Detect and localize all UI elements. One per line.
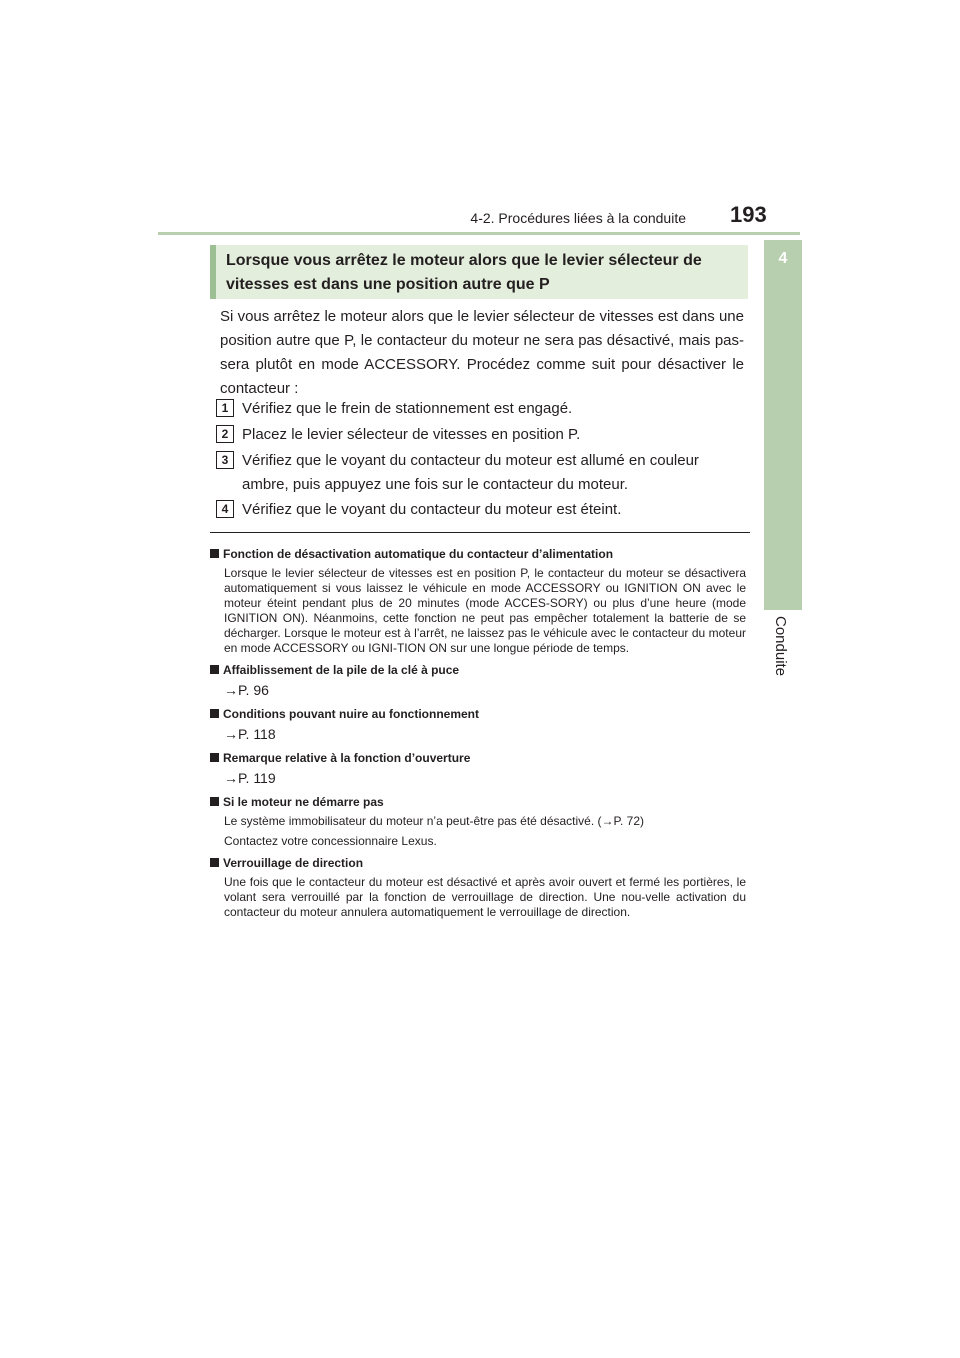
note-body: Lorsque le levier sélecteur de vitesses est en position P, le contacteur du moteur se désactivera automatiquement si vous laissez le véhicule en mode ACCESSORY ou IGNITION ON avec le moteur éteint pendant plus de 20 minutes (mode ACCES-SORY) ou plus d’une heure (mode IGNITION ON). Néanmoins, cette fonction ne peut pas empêcher totalement la batterie de se décharger. Lorsque le moteur est à l’arrêt, ne laissez pas le véhicule avec le contacteur du moteur en mode ACCESSORY ou IGNI-TION ON sur une longue période de temps. bbox=[224, 566, 746, 655]
step-number-badge: 2 bbox=[216, 425, 234, 443]
intro-paragraph: Si vous arrêtez le moteur alors que le levier sélecteur de vitesses est dans une position autre que P, le contacteur du moteur ne sera pas désactivé, mais pas-sera plutôt en mode ACCESSORY. Procédez comme suit pour désactiver le contacteur : bbox=[220, 308, 744, 397]
step-2 bbox=[216, 423, 746, 447]
section-title: 4-2. Procédures liées à la conduite bbox=[470, 210, 686, 226]
square-bullet-icon bbox=[210, 665, 219, 674]
square-bullet-icon bbox=[210, 797, 219, 806]
step-text: Vérifiez que le frein de stationnement est engagé. bbox=[242, 400, 573, 417]
note-opening-function bbox=[210, 749, 746, 789]
note-conditions bbox=[210, 705, 746, 745]
square-bullet-icon bbox=[210, 858, 219, 867]
note-heading: Affaiblissement de la pile de la clé à puce bbox=[210, 661, 746, 679]
chapter-number: 4 bbox=[778, 250, 788, 267]
page-reference-link[interactable]: →P. 96 bbox=[224, 682, 269, 698]
step-4 bbox=[216, 498, 746, 522]
note-body: Le système immobilisateur du moteur n’a peut-être pas été désactivé. (→P. 72) Contactez votre concessionnaire Lexus. bbox=[224, 814, 644, 848]
step-number-badge: 1 bbox=[216, 399, 234, 417]
section-heading: Lorsque vous arrêtez le moteur alors que le levier sélecteur de vitesses est dans une position autre que P bbox=[210, 245, 748, 299]
note-auto-off bbox=[210, 545, 746, 656]
note-steering-lock bbox=[210, 854, 746, 920]
page-reference-link[interactable]: →P. 119 bbox=[224, 770, 276, 786]
note-body: Une fois que le contacteur du moteur est désactivé et après avoir ouvert et fermé les portières, le volant sera verrouillé par la fonction de verrouillage de direction. Une nou-velle activation du contacteur du moteur annulera automatiquement le verrouillage de direction. bbox=[224, 875, 746, 919]
note-heading: Si le moteur ne démarre pas bbox=[210, 793, 746, 811]
square-bullet-icon bbox=[210, 709, 219, 718]
square-bullet-icon bbox=[210, 549, 219, 558]
note-heading: Conditions pouvant nuire au fonctionnement bbox=[210, 705, 746, 723]
header-rule bbox=[158, 232, 800, 235]
step-number-badge: 3 bbox=[216, 451, 234, 469]
note-engine-not-start bbox=[210, 793, 746, 849]
notes-list bbox=[210, 545, 746, 925]
note-key-battery bbox=[210, 661, 746, 701]
step-text: Placez le levier sélecteur de vitesses en position P. bbox=[242, 426, 581, 443]
square-bullet-icon bbox=[210, 753, 219, 762]
chapter-tab bbox=[764, 240, 802, 610]
note-heading: Remarque relative à la fonction d’ouverture bbox=[210, 749, 746, 767]
step-text: Vérifiez que le voyant du contacteur du moteur est allumé en couleur ambre, puis appuyez une fois sur le contacteur du moteur. bbox=[242, 452, 699, 493]
page-number: 193 bbox=[730, 202, 767, 227]
chapter-label: Conduite bbox=[772, 616, 789, 677]
section-divider bbox=[210, 532, 750, 533]
step-text: Vérifiez que le voyant du contacteur du moteur est éteint. bbox=[242, 501, 622, 518]
step-number-badge: 4 bbox=[216, 500, 234, 518]
note-heading: Fonction de désactivation automatique du contacteur d’alimentation bbox=[210, 545, 746, 563]
step-3 bbox=[216, 449, 746, 497]
note-heading: Verrouillage de direction bbox=[210, 854, 746, 872]
step-1 bbox=[216, 397, 746, 421]
page-reference-link[interactable]: →P. 118 bbox=[224, 726, 276, 742]
